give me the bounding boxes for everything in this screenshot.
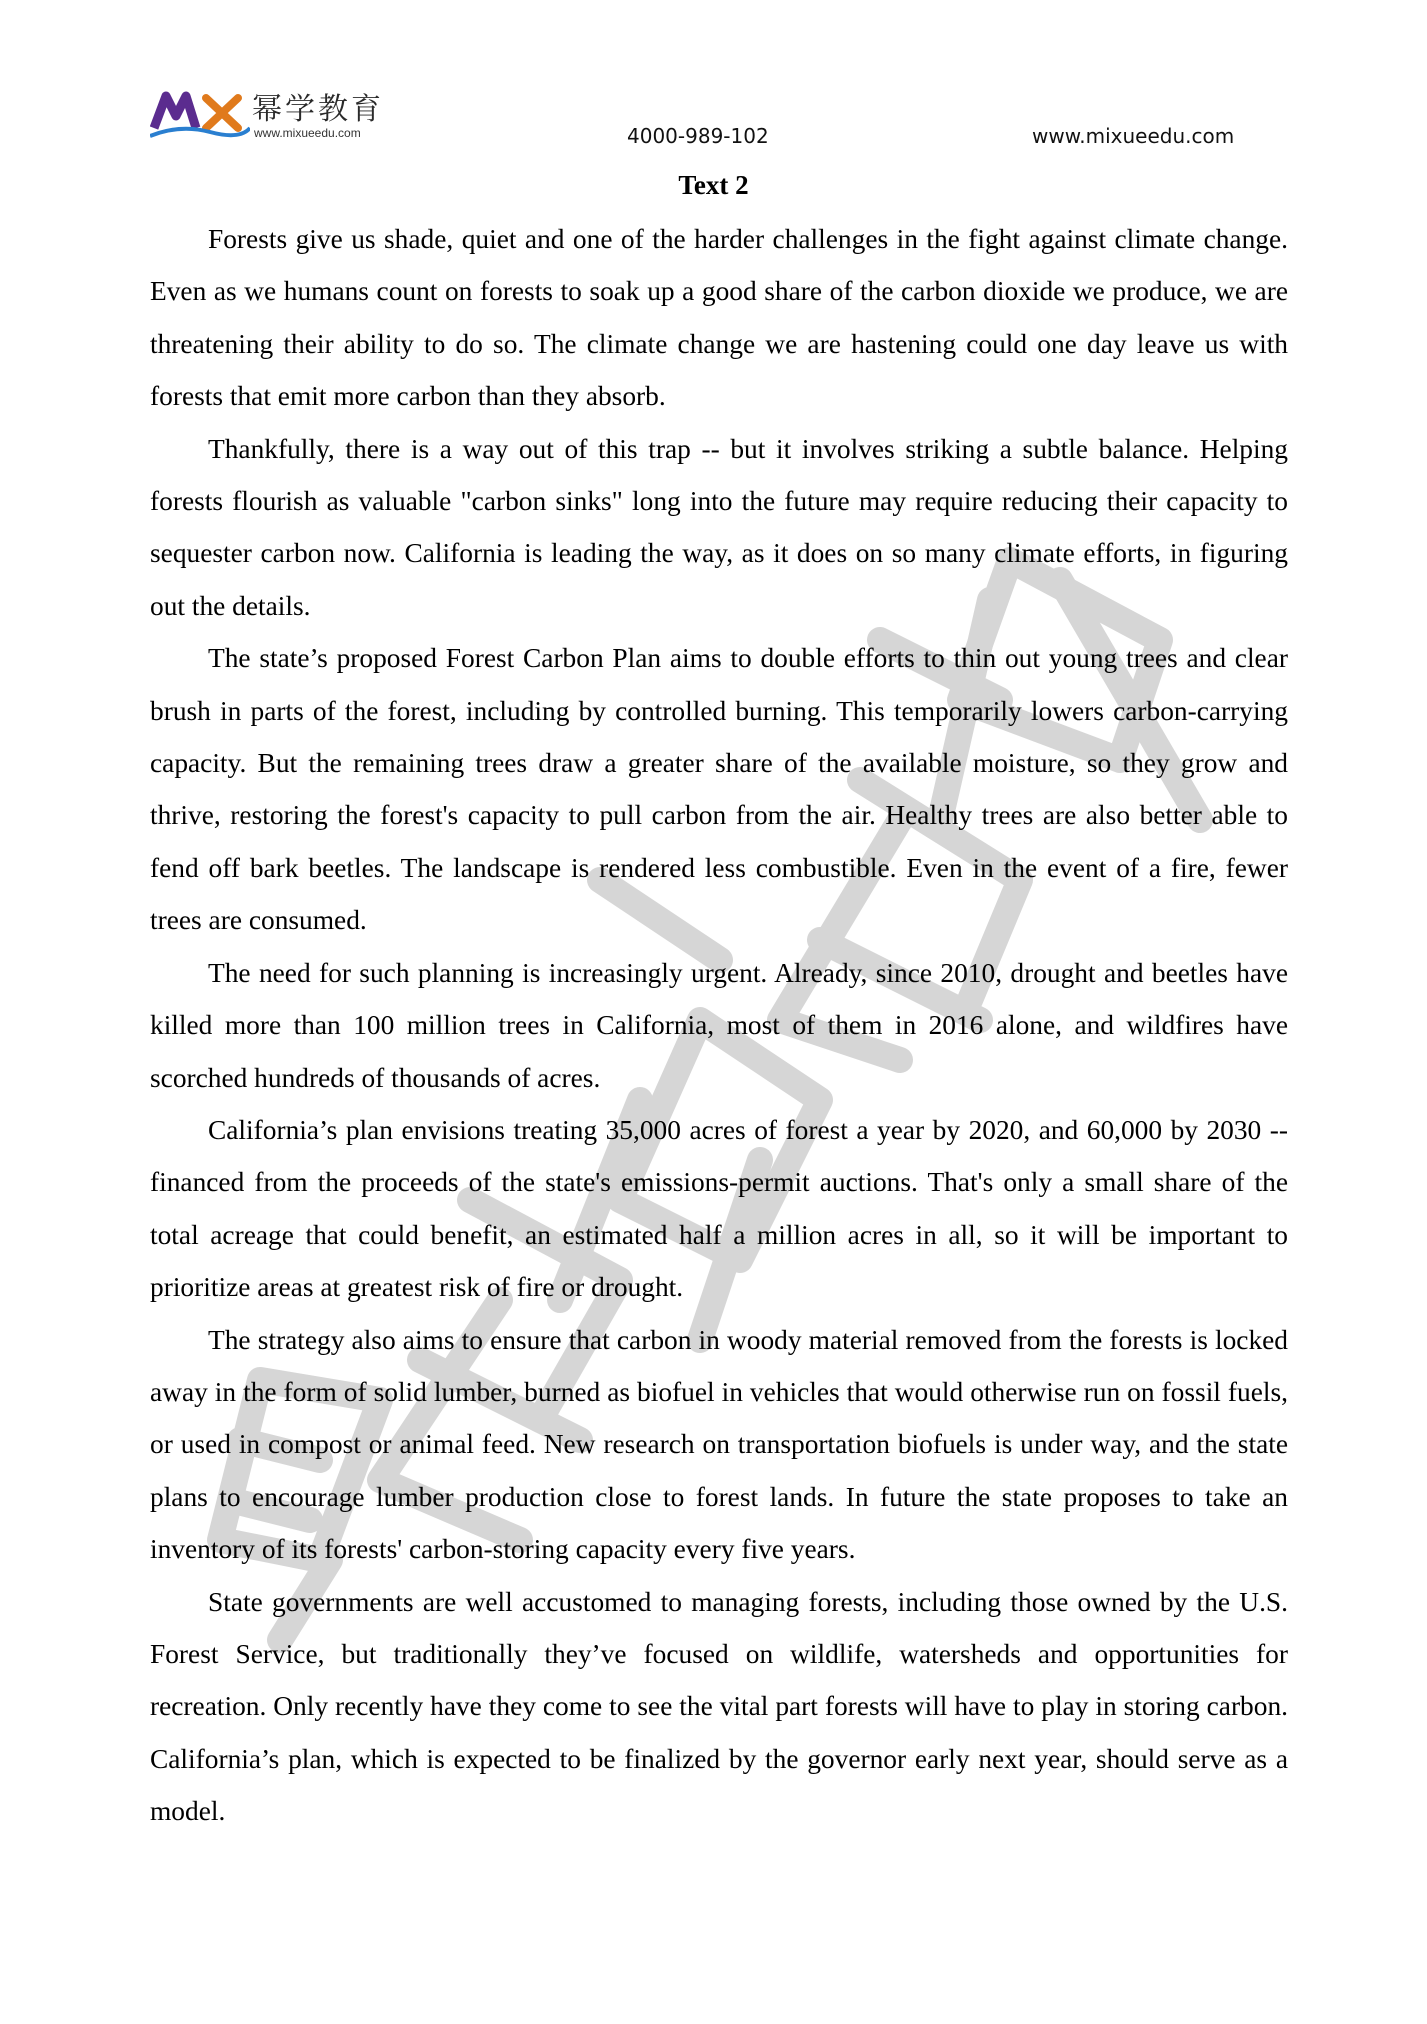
article-body — [150, 213, 1288, 1838]
logo-chinese-name: 幂学教育 — [252, 92, 384, 127]
mx-logo-icon — [150, 88, 250, 140]
paragraph-6: The strategy also aims to ensure that carbon in woody material removed from the forests is locked away in the form of solid lumber, burned as biofuel in vehicles that would otherwise run on fossil fuels, or used in compost or animal feed. New research on transportation biofuels is under way, and the state plans to encourage lumber production close to forest lands. In future the state proposes to take an inventory of its forests' carbon-storing capacity every five years. — [150, 1324, 1288, 1565]
paragraph-2: Thankfully, there is a way out of this trap -- but it involves striking a subtle balance. Helping forests flourish as valuable "carbon sinks" long into the future may require reducing their capacity to sequester carbon now. California is leading the way, as it does on so many climate efforts, in figuring out the details. — [150, 433, 1288, 621]
header-website: www.mixueedu.com — [1032, 124, 1235, 148]
paragraph-5: California’s plan envisions treating 35,000 acres of forest a year by 2020, and 60,000 by 2030 -- financed from the proceeds of the state's emissions-permit auctions. That's only a small share of the total acreage that could benefit, an estimated half a million acres in all, so it will be important to prioritize areas at greatest risk of fire or drought. — [150, 1114, 1288, 1303]
paragraph-7: State governments are well accustomed to managing forests, including those owned by the U.S. Forest Service, but traditionally they’ve focused on wildlife, watersheds and opportunities for recreation. Only recently have they come to see the vital part forests will have to play in storing carbon. California’s plan, which is expected to be finalized by the governor early next year, should serve as a model. — [150, 1586, 1288, 1827]
paragraph-3: The state’s proposed Forest Carbon Plan aims to double efforts to thin out young trees and clear brush in parts of the forest, including by controlled burning. This temporarily lowers carbon-carrying capacity. But the remaining trees draw a greater share of the available moisture, so they grow and thrive, restoring the forest's capacity to pull carbon from the air. Healthy trees are also better able to fend off bark beetles. The landscape is rendered less combustible. Even in the event of a fire, fewer trees are consumed. — [150, 643, 1288, 936]
page-title: Text 2 — [678, 170, 749, 200]
header-phone: 4000-989-102 — [627, 124, 769, 148]
paragraph-4: The need for such planning is increasingly urgent. Already, since 2010, drought and beetles have killed more than 100 million trees in California, most of them in 2016 alone, and wildfires have scorched hundreds of thousands of acres. — [150, 957, 1288, 1093]
logo-url: www.mixueedu.com — [254, 126, 361, 140]
paragraph-1: Forests give us shade, quiet and one of the harder challenges in the fight against climate change. Even as we humans count on forests to soak up a good share of the carbon dioxide we produce, we are threatening their ability to do so. The climate change we are hastening could one day leave us with forests that emit more carbon than they absorb. — [150, 224, 1288, 412]
brand-logo — [150, 88, 420, 146]
